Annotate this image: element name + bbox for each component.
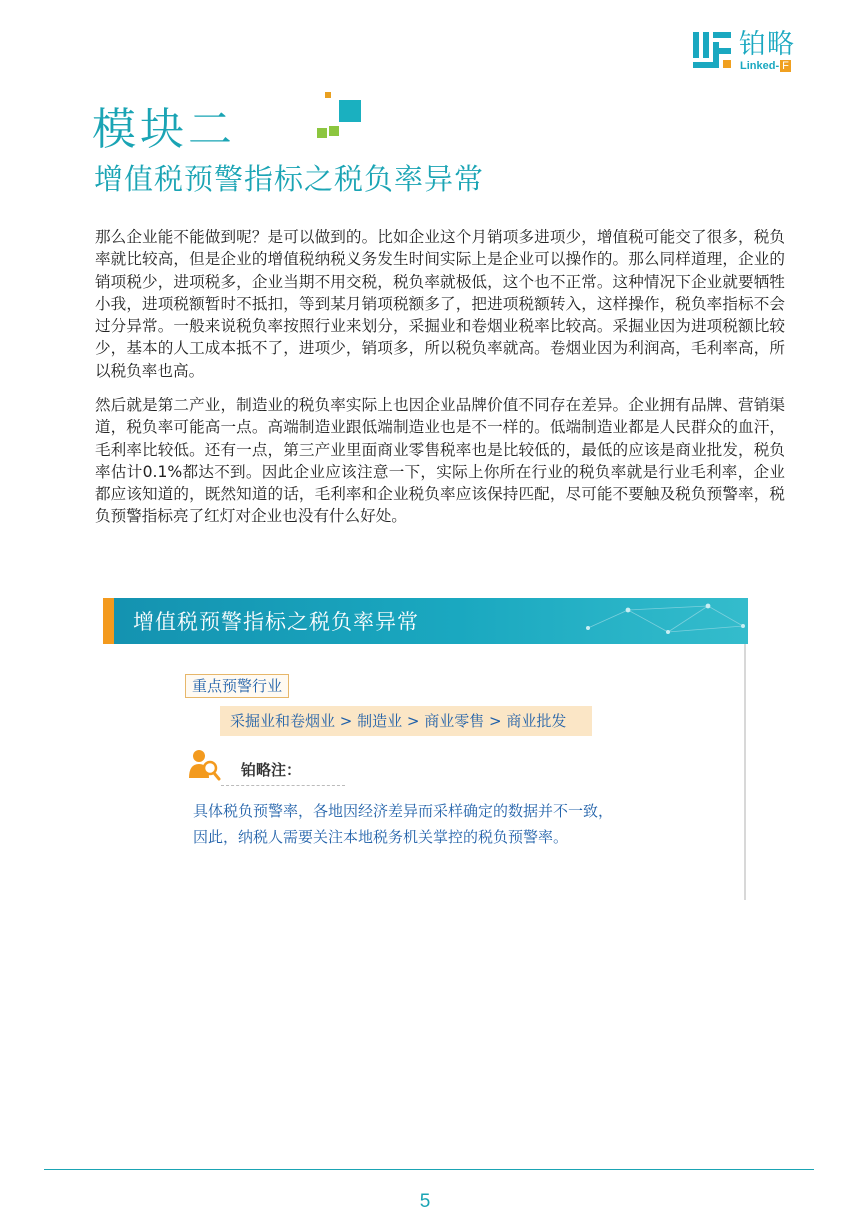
- brand-name-cn: 铂略: [739, 29, 795, 60]
- module-title: 模块二: [92, 104, 236, 155]
- footer-divider: [44, 1169, 814, 1170]
- note-line: 具体税负预警率，各地因经济差异而采样确定的数据并不一致，: [193, 802, 614, 820]
- industry-chain: 采掘业和卷烟业 > 制造业 > 商业零售 > 商业批发: [220, 706, 592, 736]
- slide-border: [744, 644, 746, 900]
- embedded-slide: [103, 598, 748, 900]
- note-text: [193, 798, 613, 850]
- body-paragraph: 然后就是第二产业，制造业的税负率实际上也因企业品牌价值不同存在差异。企业拥有品牌、营销渠道，税负率可能高一点。高端制造业跟低端制造业也是不一样的。低端制造业都是人民群众的血汗，毛利率比较低。还有一点，第三产业里面商业零售税率也是比较低的，最低的应该是商业批发，税负率估计0.1%都达不到。因此企业应该注意一下，实际上你所在行业的税负率就是行业毛利率，企业都应该知道的，既然知道的话，毛利率和企业税负率应该保持匹配，尽可能不要触及税负预警率，税负预警指标亮了红灯对企业也没有什么好处。: [95, 396, 785, 526]
- network-dots-icon: [568, 598, 748, 644]
- key-industry-tag: 重点预警行业: [185, 674, 289, 698]
- module-subtitle: 增值税预警指标之税负率异常: [94, 162, 485, 196]
- body-paragraph: 那么企业能不能做到呢？是可以做到的。比如企业这个月销项多进项少，增值税可能交了很多，税负率就比较高，但是企业的增值税纳税义务发生时间实际上是企业可以操作的。那么同样道理，企业的销项税少，进项税多，企业当期不用交税，税负率就极低，这个也不正常。这种情况下企业就要牺牲小我，进项税额暂时不抵扣，等到某月销项税额多了，把进项税额转入，这样操作，税负率指标不会过分异常。一般来说税负率按照行业来划分，采掘业和卷烟业税率比较高。采掘业因为进项税额比较少，基本的人工成本抵不了，进项少，销项多，所以税负率就高。卷烟业因为利润高，毛利率高，所以税负率也高。: [95, 228, 785, 380]
- brand-name-en: Linked- F: [740, 60, 789, 72]
- person-magnifier-icon: [187, 748, 221, 782]
- page-number: 5: [419, 1191, 431, 1212]
- logo-mark-icon: [693, 32, 733, 70]
- slide-title: 增值税预警指标之税负率异常: [133, 610, 419, 634]
- brand-logo: [693, 30, 813, 74]
- slide-header-accent: [103, 598, 114, 644]
- decor-squares-icon: [316, 90, 366, 144]
- note-label: 铂略注：: [241, 761, 302, 779]
- note-divider: [221, 785, 345, 786]
- note-line: 因此，纳税人需要关注本地税务机关掌控的税负预警率。: [193, 828, 569, 846]
